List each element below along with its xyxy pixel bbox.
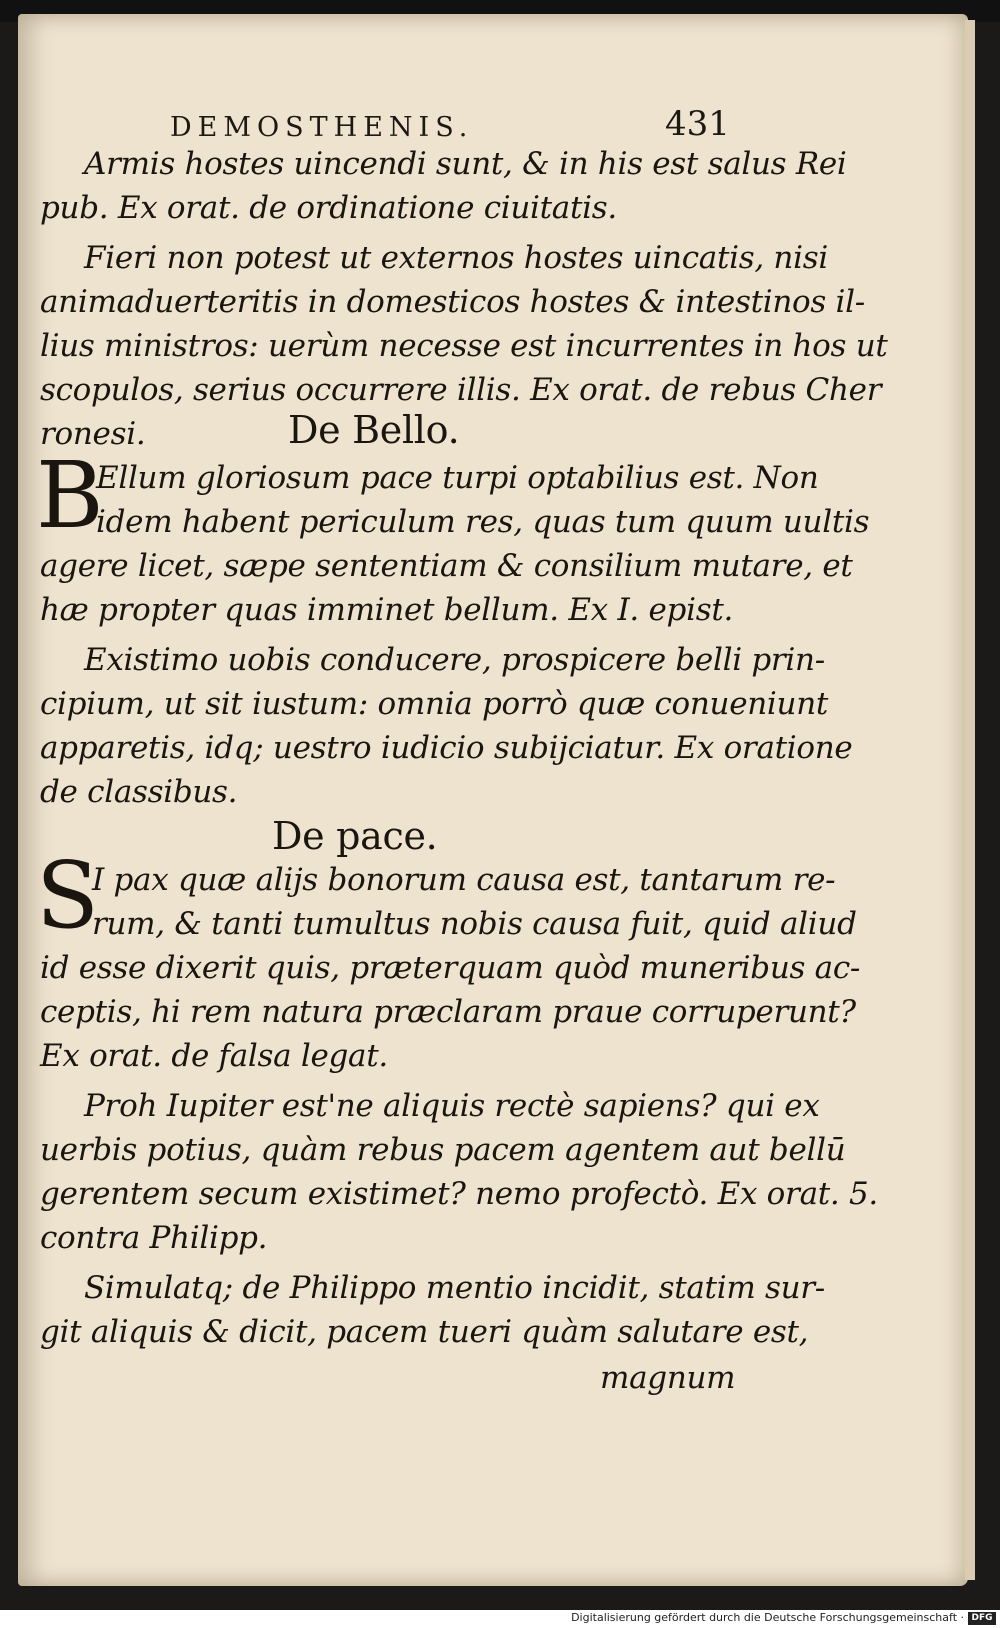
text-line: contra Philipp. [40, 1220, 268, 1256]
page-number: 431 [665, 104, 730, 144]
text-line: apparetis, idq; uestro iudicio subijciatur. Ex oratione [40, 730, 853, 766]
text-line: git aliquis & dicit, pacem tueri quàm salutare est, [40, 1314, 809, 1350]
text-line: Existimo uobis conducere, prospicere belli prin- [84, 642, 825, 678]
text-line: Fieri non potest ut externos hostes uincatis, nisi [84, 240, 828, 276]
text-line: cipium, ut sit iustum: omnia porrò quæ conueniunt [40, 686, 829, 722]
text-line: animaduerteritis in domesticos hostes & intestinos il- [40, 284, 865, 320]
text-line: lius ministros: uerùm necesse est incurrentes in hos ut [40, 328, 888, 364]
dfg-logo-icon: DFG [968, 1612, 996, 1625]
text-line: scopulos, serius occurrere illis. Ex orat. de rebus Cher [40, 372, 882, 408]
text-line: ceptis, hi rem natura præclaram praue corruperunt? [40, 994, 856, 1030]
footer-credit: Digitalisierung gefördert durch die Deutsche Forschungsgemeinschaft · [571, 1611, 964, 1624]
catchword: magnum [600, 1360, 736, 1396]
text-line: idem habent periculum res, quas tum quum uultis [96, 504, 870, 540]
text-line: gerentem secum existimet? nemo profectò. Ex orat. 5. [40, 1176, 878, 1212]
text-line: id esse dixerit quis, præterquam quòd muneribus ac- [40, 950, 861, 986]
digitization-footer [0, 1610, 1000, 1628]
text-line: de classibus. [40, 774, 238, 810]
drop-cap-b: B [36, 442, 104, 549]
text-line: Proh Iupiter est'ne aliquis rectè sapiens? qui ex [84, 1088, 820, 1124]
section-title-de-pace: De pace. [272, 814, 438, 858]
text-line: Simulatq; de Philippo mentio incidit, statim sur- [84, 1270, 825, 1306]
section-title-de-bello: De Bello. [288, 408, 460, 452]
text-line: rum, & tanti tumultus nobis causa fuit, quid aliud [92, 906, 857, 942]
text-line: I pax quæ alijs bonorum causa est, tantarum re- [92, 862, 836, 898]
text-line: uerbis potius, quàm rebus pacem agentem aut bellū [40, 1132, 846, 1168]
text-line: hæ propter quas imminet bellum. Ex I. epist. [40, 592, 734, 628]
text-line: Ex orat. de falsa legat. [40, 1038, 388, 1074]
text-line: pub. Ex orat. de ordinatione ciuitatis. [40, 190, 617, 226]
text-line: Armis hostes uincendi sunt, & in his est salus Rei [84, 146, 847, 182]
text-line: agere licet, sæpe sententiam & consilium mutare, et [40, 548, 853, 584]
running-header: DEMOSTHENIS. [170, 112, 474, 143]
text-line: ronesi. [40, 416, 146, 452]
drop-cap-s: S [36, 842, 99, 949]
page-edge [965, 20, 975, 1580]
text-line: Ellum gloriosum pace turpi optabilius est. Non [96, 460, 819, 496]
